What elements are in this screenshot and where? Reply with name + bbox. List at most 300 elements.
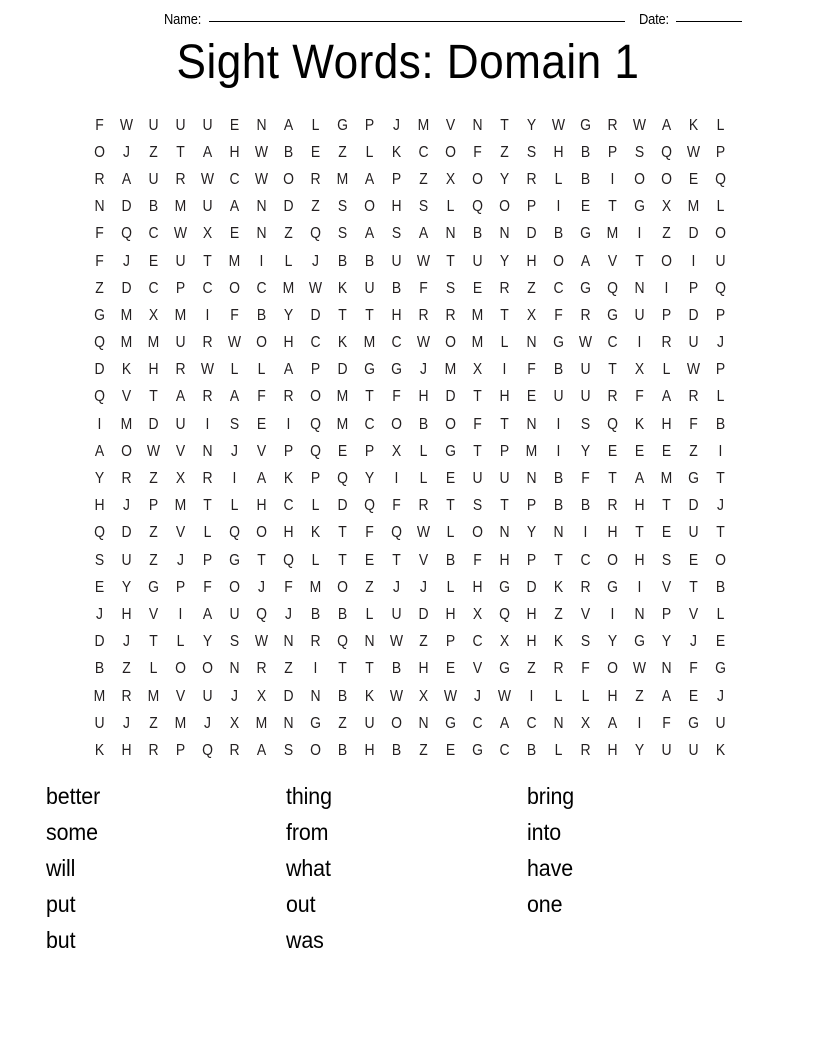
grid-letter-cell[interactable]: Q <box>310 225 321 243</box>
grid-letter-cell[interactable]: H <box>418 388 429 406</box>
grid-letter-cell[interactable]: I <box>637 578 642 596</box>
grid-letter-cell[interactable]: N <box>661 660 672 678</box>
grid-letter-cell[interactable]: O <box>310 388 321 406</box>
grid-letter-cell[interactable]: C <box>580 551 591 569</box>
grid-letter-cell[interactable]: M <box>120 415 133 433</box>
grid-letter-cell[interactable]: O <box>715 551 726 569</box>
grid-letter-cell[interactable]: U <box>715 252 726 270</box>
grid-letter-cell[interactable]: N <box>94 198 105 216</box>
name-input-line[interactable] <box>209 20 625 22</box>
grid-letter-cell[interactable]: C <box>553 279 564 297</box>
grid-letter-cell[interactable]: O <box>445 143 456 161</box>
grid-letter-cell[interactable]: H <box>121 605 132 623</box>
grid-letter-cell[interactable]: F <box>662 714 671 732</box>
grid-letter-cell[interactable]: Y <box>499 170 510 188</box>
grid-letter-cell[interactable]: T <box>473 388 482 406</box>
grid-letter-cell[interactable]: U <box>715 714 726 732</box>
grid-letter-cell[interactable]: L <box>446 524 455 542</box>
grid-letter-cell[interactable]: P <box>715 361 726 379</box>
grid-letter-cell[interactable]: U <box>202 116 213 134</box>
grid-letter-cell[interactable]: A <box>175 388 186 406</box>
grid-letter-cell[interactable]: N <box>256 225 267 243</box>
grid-letter-cell[interactable]: H <box>364 741 375 759</box>
grid-letter-cell[interactable]: F <box>473 551 482 569</box>
grid-letter-cell[interactable]: B <box>580 170 591 188</box>
grid-letter-cell[interactable]: A <box>364 225 375 243</box>
grid-letter-cell[interactable]: O <box>607 551 618 569</box>
grid-letter-cell[interactable]: G <box>472 741 483 759</box>
grid-letter-cell[interactable]: C <box>472 714 483 732</box>
grid-letter-cell[interactable]: B <box>391 741 402 759</box>
grid-letter-cell[interactable]: O <box>445 334 456 352</box>
word-list-item[interactable]: what <box>286 855 331 881</box>
grid-letter-cell[interactable]: F <box>365 524 374 542</box>
grid-letter-cell[interactable]: M <box>228 252 241 270</box>
grid-letter-cell[interactable]: Z <box>527 660 536 678</box>
grid-letter-cell[interactable]: U <box>391 605 402 623</box>
grid-letter-cell[interactable]: D <box>283 687 294 705</box>
grid-letter-cell[interactable]: S <box>661 551 672 569</box>
grid-letter-cell[interactable]: S <box>283 741 294 759</box>
grid-letter-cell[interactable]: B <box>256 306 267 324</box>
grid-letter-cell[interactable]: W <box>254 170 269 188</box>
grid-letter-cell[interactable]: P <box>526 198 537 216</box>
grid-letter-cell[interactable]: Q <box>94 334 105 352</box>
grid-letter-cell[interactable]: O <box>364 198 375 216</box>
grid-letter-cell[interactable]: I <box>556 415 561 433</box>
grid-letter-cell[interactable]: R <box>553 660 564 678</box>
grid-letter-cell[interactable]: T <box>365 660 374 678</box>
grid-letter-cell[interactable]: T <box>446 497 455 515</box>
grid-letter-cell[interactable]: F <box>284 578 293 596</box>
word-list-item[interactable]: have <box>527 855 574 881</box>
grid-letter-cell[interactable]: R <box>526 170 537 188</box>
grid-letter-cell[interactable]: A <box>256 470 267 488</box>
grid-letter-cell[interactable]: V <box>121 388 132 406</box>
grid-letter-cell[interactable]: J <box>285 605 292 623</box>
grid-letter-cell[interactable]: T <box>203 497 212 515</box>
grid-letter-cell[interactable]: H <box>499 551 510 569</box>
grid-letter-cell[interactable]: G <box>310 714 321 732</box>
grid-letter-cell[interactable]: J <box>717 334 724 352</box>
grid-letter-cell[interactable]: M <box>120 334 133 352</box>
grid-letter-cell[interactable]: X <box>634 361 645 379</box>
grid-letter-cell[interactable]: R <box>202 334 213 352</box>
grid-letter-cell[interactable]: S <box>445 279 456 297</box>
grid-letter-cell[interactable]: R <box>607 388 618 406</box>
grid-letter-cell[interactable]: W <box>443 687 458 705</box>
grid-letter-cell[interactable]: E <box>94 578 105 596</box>
grid-letter-cell[interactable]: V <box>148 605 159 623</box>
grid-letter-cell[interactable]: T <box>500 306 509 324</box>
grid-letter-cell[interactable]: L <box>500 334 509 352</box>
grid-letter-cell[interactable]: P <box>202 551 213 569</box>
grid-letter-cell[interactable]: L <box>554 687 563 705</box>
grid-letter-cell[interactable]: Y <box>94 470 105 488</box>
grid-letter-cell[interactable]: O <box>553 252 564 270</box>
grid-letter-cell[interactable]: Q <box>283 551 294 569</box>
grid-letter-cell[interactable]: R <box>418 497 429 515</box>
grid-letter-cell[interactable]: Z <box>419 741 428 759</box>
grid-letter-cell[interactable]: T <box>554 551 563 569</box>
grid-letter-cell[interactable]: K <box>553 633 564 651</box>
grid-letter-cell[interactable]: M <box>93 687 106 705</box>
grid-letter-cell[interactable]: G <box>94 306 105 324</box>
grid-letter-cell[interactable]: H <box>391 306 402 324</box>
grid-letter-cell[interactable]: M <box>174 497 187 515</box>
grid-letter-cell[interactable]: B <box>715 415 726 433</box>
grid-letter-cell[interactable]: J <box>177 551 184 569</box>
grid-letter-cell[interactable]: U <box>229 605 240 623</box>
grid-letter-cell[interactable]: Z <box>284 660 293 678</box>
grid-letter-cell[interactable]: B <box>526 741 537 759</box>
word-list-item[interactable]: but <box>46 927 76 953</box>
grid-letter-cell[interactable]: F <box>689 415 698 433</box>
grid-letter-cell[interactable]: V <box>472 660 483 678</box>
grid-letter-cell[interactable]: T <box>203 252 212 270</box>
grid-letter-cell[interactable]: V <box>418 551 429 569</box>
grid-letter-cell[interactable]: K <box>688 116 699 134</box>
grid-letter-cell[interactable]: Z <box>122 660 131 678</box>
grid-letter-cell[interactable]: B <box>553 361 564 379</box>
grid-letter-cell[interactable]: F <box>95 116 104 134</box>
grid-letter-cell[interactable]: B <box>337 687 348 705</box>
grid-letter-cell[interactable]: L <box>311 116 320 134</box>
grid-letter-cell[interactable]: V <box>580 605 591 623</box>
grid-letter-cell[interactable]: S <box>580 633 591 651</box>
grid-letter-cell[interactable]: V <box>688 605 699 623</box>
grid-letter-cell[interactable]: K <box>121 361 132 379</box>
grid-letter-cell[interactable]: M <box>147 334 160 352</box>
grid-letter-cell[interactable]: Q <box>229 524 240 542</box>
grid-letter-cell[interactable]: D <box>688 497 699 515</box>
grid-letter-cell[interactable]: I <box>664 279 669 297</box>
grid-letter-cell[interactable]: K <box>337 334 348 352</box>
grid-letter-cell[interactable]: R <box>445 306 456 324</box>
grid-letter-cell[interactable]: U <box>94 714 105 732</box>
grid-letter-cell[interactable]: G <box>715 660 726 678</box>
grid-letter-cell[interactable]: T <box>338 660 347 678</box>
grid-letter-cell[interactable]: W <box>146 442 161 460</box>
grid-letter-cell[interactable]: T <box>257 551 266 569</box>
grid-letter-cell[interactable]: F <box>95 225 104 243</box>
grid-letter-cell[interactable]: G <box>634 198 645 216</box>
grid-letter-cell[interactable]: P <box>661 306 672 324</box>
grid-letter-cell[interactable]: E <box>634 442 645 460</box>
grid-letter-cell[interactable]: U <box>499 470 510 488</box>
grid-letter-cell[interactable]: P <box>310 361 321 379</box>
grid-letter-cell[interactable]: I <box>394 470 399 488</box>
grid-letter-cell[interactable]: F <box>473 143 482 161</box>
grid-letter-cell[interactable]: J <box>123 252 130 270</box>
grid-letter-cell[interactable]: H <box>283 524 294 542</box>
grid-letter-cell[interactable]: W <box>389 633 404 651</box>
grid-letter-cell[interactable]: X <box>580 714 591 732</box>
grid-letter-cell[interactable]: P <box>526 497 537 515</box>
grid-letter-cell[interactable]: B <box>553 497 564 515</box>
grid-letter-cell[interactable]: J <box>258 578 265 596</box>
grid-letter-cell[interactable]: H <box>148 361 159 379</box>
grid-letter-cell[interactable]: W <box>200 361 215 379</box>
grid-letter-cell[interactable]: L <box>311 497 320 515</box>
grid-letter-cell[interactable]: U <box>364 714 375 732</box>
grid-letter-cell[interactable]: D <box>526 225 537 243</box>
word-list-item[interactable]: better <box>46 783 101 809</box>
grid-letter-cell[interactable]: J <box>420 578 427 596</box>
grid-letter-cell[interactable]: Y <box>499 252 510 270</box>
word-list-item[interactable]: some <box>46 819 98 845</box>
grid-letter-cell[interactable]: Q <box>391 524 402 542</box>
grid-letter-cell[interactable]: U <box>553 388 564 406</box>
grid-letter-cell[interactable]: E <box>445 470 456 488</box>
grid-letter-cell[interactable]: L <box>716 116 725 134</box>
grid-letter-cell[interactable]: I <box>637 334 642 352</box>
grid-letter-cell[interactable]: A <box>229 198 240 216</box>
grid-letter-cell[interactable]: U <box>472 252 483 270</box>
grid-letter-cell[interactable]: C <box>391 334 402 352</box>
grid-letter-cell[interactable]: O <box>661 170 672 188</box>
grid-letter-cell[interactable]: O <box>94 143 105 161</box>
grid-letter-cell[interactable]: O <box>661 252 672 270</box>
grid-letter-cell[interactable]: S <box>418 198 429 216</box>
grid-letter-cell[interactable]: T <box>716 524 725 542</box>
grid-letter-cell[interactable]: P <box>283 442 294 460</box>
grid-letter-cell[interactable]: I <box>556 442 561 460</box>
word-list-item[interactable]: put <box>46 891 76 917</box>
grid-letter-cell[interactable]: T <box>338 551 347 569</box>
grid-letter-cell[interactable]: U <box>634 306 645 324</box>
grid-letter-cell[interactable]: M <box>174 198 187 216</box>
grid-letter-cell[interactable]: Z <box>338 714 347 732</box>
grid-letter-cell[interactable]: W <box>416 334 431 352</box>
grid-letter-cell[interactable]: I <box>178 605 183 623</box>
grid-letter-cell[interactable]: U <box>688 334 699 352</box>
grid-letter-cell[interactable]: X <box>175 470 186 488</box>
grid-letter-cell[interactable]: K <box>364 687 375 705</box>
grid-letter-cell[interactable]: I <box>529 687 534 705</box>
grid-letter-cell[interactable]: Q <box>94 524 105 542</box>
grid-letter-cell[interactable]: P <box>364 116 375 134</box>
grid-letter-cell[interactable]: U <box>661 741 672 759</box>
grid-letter-cell[interactable]: Y <box>121 578 132 596</box>
grid-letter-cell[interactable]: O <box>607 660 618 678</box>
grid-letter-cell[interactable]: O <box>634 170 645 188</box>
grid-letter-cell[interactable]: I <box>610 605 615 623</box>
grid-letter-cell[interactable]: M <box>147 687 160 705</box>
grid-letter-cell[interactable]: W <box>119 116 134 134</box>
grid-letter-cell[interactable]: Z <box>554 605 563 623</box>
grid-letter-cell[interactable]: J <box>312 252 319 270</box>
grid-letter-cell[interactable]: W <box>578 334 593 352</box>
grid-letter-cell[interactable]: X <box>256 687 267 705</box>
grid-letter-cell[interactable]: S <box>94 551 105 569</box>
grid-letter-cell[interactable]: Q <box>310 442 321 460</box>
grid-letter-cell[interactable]: O <box>391 415 402 433</box>
grid-letter-cell[interactable]: T <box>338 306 347 324</box>
grid-letter-cell[interactable]: E <box>229 225 240 243</box>
grid-letter-cell[interactable]: G <box>499 578 510 596</box>
grid-letter-cell[interactable]: Q <box>310 415 321 433</box>
grid-letter-cell[interactable]: W <box>632 660 647 678</box>
grid-letter-cell[interactable]: A <box>499 714 510 732</box>
grid-letter-cell[interactable]: W <box>227 334 242 352</box>
grid-letter-cell[interactable]: J <box>717 687 724 705</box>
grid-letter-cell[interactable]: X <box>229 714 240 732</box>
grid-letter-cell[interactable]: H <box>607 741 618 759</box>
grid-letter-cell[interactable]: Q <box>661 143 672 161</box>
grid-letter-cell[interactable]: A <box>661 687 672 705</box>
grid-letter-cell[interactable]: E <box>445 660 456 678</box>
grid-letter-cell[interactable]: R <box>499 279 510 297</box>
word-list-item[interactable]: out <box>286 891 316 917</box>
grid-letter-cell[interactable]: A <box>229 388 240 406</box>
grid-letter-cell[interactable]: P <box>175 578 186 596</box>
grid-letter-cell[interactable]: W <box>632 116 647 134</box>
grid-letter-cell[interactable]: D <box>445 388 456 406</box>
grid-letter-cell[interactable]: J <box>474 687 481 705</box>
grid-letter-cell[interactable]: X <box>499 633 510 651</box>
word-list-item[interactable]: bring <box>527 783 575 809</box>
grid-letter-cell[interactable]: U <box>688 524 699 542</box>
grid-letter-cell[interactable]: B <box>580 497 591 515</box>
grid-letter-cell[interactable]: K <box>283 470 294 488</box>
grid-letter-cell[interactable]: I <box>205 415 210 433</box>
grid-letter-cell[interactable]: R <box>688 388 699 406</box>
grid-letter-cell[interactable]: S <box>337 198 348 216</box>
word-list-item[interactable]: from <box>286 819 329 845</box>
grid-letter-cell[interactable]: T <box>689 578 698 596</box>
grid-letter-cell[interactable]: B <box>472 225 483 243</box>
grid-letter-cell[interactable]: A <box>283 116 294 134</box>
grid-letter-cell[interactable]: Q <box>499 605 510 623</box>
grid-letter-cell[interactable]: F <box>203 578 212 596</box>
grid-letter-cell[interactable]: J <box>393 578 400 596</box>
grid-letter-cell[interactable]: T <box>446 252 455 270</box>
grid-letter-cell[interactable]: E <box>364 551 375 569</box>
grid-letter-cell[interactable]: D <box>337 361 348 379</box>
grid-letter-cell[interactable]: Z <box>149 714 158 732</box>
grid-letter-cell[interactable]: F <box>527 361 536 379</box>
grid-letter-cell[interactable]: U <box>121 551 132 569</box>
grid-letter-cell[interactable]: A <box>607 714 618 732</box>
grid-letter-cell[interactable]: B <box>580 143 591 161</box>
grid-letter-cell[interactable]: E <box>580 198 591 216</box>
grid-letter-cell[interactable]: T <box>662 497 671 515</box>
grid-letter-cell[interactable]: S <box>472 497 483 515</box>
grid-letter-cell[interactable]: E <box>688 687 699 705</box>
grid-letter-cell[interactable]: G <box>229 551 240 569</box>
grid-letter-cell[interactable]: Y <box>526 524 537 542</box>
grid-letter-cell[interactable]: P <box>148 497 159 515</box>
grid-letter-cell[interactable]: J <box>231 442 238 460</box>
grid-letter-cell[interactable]: N <box>526 415 537 433</box>
grid-letter-cell[interactable]: D <box>148 415 159 433</box>
grid-letter-cell[interactable]: O <box>445 415 456 433</box>
grid-letter-cell[interactable]: P <box>688 279 699 297</box>
grid-letter-cell[interactable]: Z <box>95 279 104 297</box>
grid-letter-cell[interactable]: D <box>337 497 348 515</box>
grid-letter-cell[interactable]: B <box>391 279 402 297</box>
grid-letter-cell[interactable]: T <box>149 388 158 406</box>
grid-letter-cell[interactable]: J <box>393 116 400 134</box>
grid-letter-cell[interactable]: T <box>365 306 374 324</box>
grid-letter-cell[interactable]: R <box>202 388 213 406</box>
grid-letter-cell[interactable]: U <box>202 198 213 216</box>
grid-letter-cell[interactable]: O <box>202 660 213 678</box>
grid-letter-cell[interactable]: P <box>715 143 726 161</box>
grid-letter-cell[interactable]: H <box>472 578 483 596</box>
grid-letter-cell[interactable]: R <box>229 741 240 759</box>
grid-letter-cell[interactable]: C <box>256 279 267 297</box>
grid-letter-cell[interactable]: D <box>283 198 294 216</box>
grid-letter-cell[interactable]: L <box>554 741 563 759</box>
grid-letter-cell[interactable]: U <box>472 470 483 488</box>
grid-letter-cell[interactable]: N <box>526 470 537 488</box>
grid-letter-cell[interactable]: O <box>337 578 348 596</box>
grid-letter-cell[interactable]: U <box>175 252 186 270</box>
grid-letter-cell[interactable]: Q <box>337 470 348 488</box>
grid-letter-cell[interactable]: U <box>148 116 159 134</box>
grid-letter-cell[interactable]: H <box>607 687 618 705</box>
grid-letter-cell[interactable]: Z <box>149 551 158 569</box>
grid-letter-cell[interactable]: Y <box>202 633 213 651</box>
grid-letter-cell[interactable]: M <box>336 388 349 406</box>
grid-letter-cell[interactable]: A <box>202 605 213 623</box>
grid-letter-cell[interactable]: B <box>283 143 294 161</box>
grid-letter-cell[interactable]: C <box>229 170 240 188</box>
grid-letter-cell[interactable]: E <box>229 116 240 134</box>
grid-letter-cell[interactable]: J <box>123 497 130 515</box>
grid-letter-cell[interactable]: F <box>473 415 482 433</box>
grid-letter-cell[interactable]: Z <box>635 687 644 705</box>
grid-letter-cell[interactable]: T <box>608 198 617 216</box>
grid-letter-cell[interactable]: H <box>553 143 564 161</box>
grid-letter-cell[interactable]: P <box>391 170 402 188</box>
grid-letter-cell[interactable]: L <box>365 605 374 623</box>
grid-letter-cell[interactable]: H <box>499 388 510 406</box>
grid-letter-cell[interactable]: M <box>255 714 268 732</box>
grid-letter-cell[interactable]: P <box>607 143 618 161</box>
grid-letter-cell[interactable]: I <box>718 442 723 460</box>
grid-letter-cell[interactable]: P <box>445 633 456 651</box>
grid-letter-cell[interactable]: F <box>419 279 428 297</box>
grid-letter-cell[interactable]: N <box>472 116 483 134</box>
grid-letter-cell[interactable]: N <box>634 605 645 623</box>
grid-letter-cell[interactable]: G <box>337 116 348 134</box>
grid-letter-cell[interactable]: O <box>175 660 186 678</box>
grid-letter-cell[interactable]: J <box>717 497 724 515</box>
grid-letter-cell[interactable]: Y <box>364 470 375 488</box>
grid-letter-cell[interactable]: L <box>419 442 428 460</box>
grid-letter-cell[interactable]: N <box>283 714 294 732</box>
grid-letter-cell[interactable]: R <box>580 306 591 324</box>
grid-letter-cell[interactable]: G <box>445 442 456 460</box>
grid-letter-cell[interactable]: T <box>338 524 347 542</box>
grid-letter-cell[interactable]: W <box>497 687 512 705</box>
grid-letter-cell[interactable]: Z <box>149 143 158 161</box>
grid-letter-cell[interactable]: T <box>500 497 509 515</box>
grid-letter-cell[interactable]: M <box>444 361 457 379</box>
grid-letter-cell[interactable]: Q <box>472 198 483 216</box>
grid-letter-cell[interactable]: G <box>580 279 591 297</box>
grid-letter-cell[interactable]: U <box>148 170 159 188</box>
grid-letter-cell[interactable]: T <box>176 143 185 161</box>
grid-letter-cell[interactable]: M <box>309 578 322 596</box>
grid-letter-cell[interactable]: C <box>499 741 510 759</box>
grid-letter-cell[interactable]: M <box>525 442 538 460</box>
grid-letter-cell[interactable]: A <box>283 361 294 379</box>
grid-letter-cell[interactable]: R <box>121 470 132 488</box>
